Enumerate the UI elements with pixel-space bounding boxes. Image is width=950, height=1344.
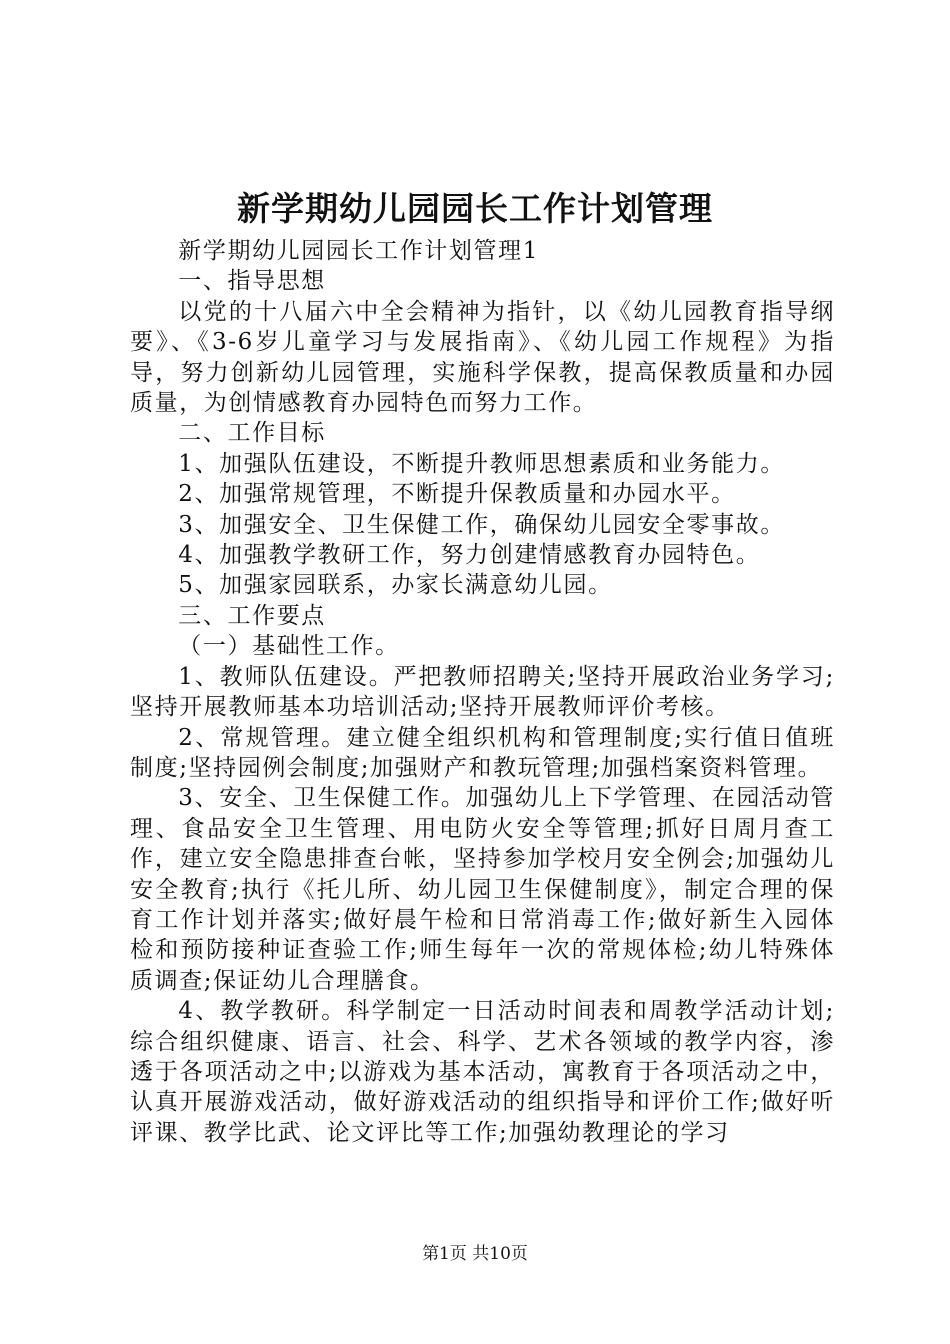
goal-item-4: 4、加强教学教研工作，努力创建情感教育办园特色。 [178,542,761,569]
goal-item-5: 5、加强家园联系，办家长满意幼儿园。 [178,572,613,599]
page-footer: 第1页 共10页 [422,1244,528,1264]
body-paragraph: 2、常规管理。建立健全组织机构和管理制度;实行值日值班制度;坚持园例会制度;加强财产和教玩管理;加强档案资料管理。 [130,724,835,781]
subsection-heading-basic-work: （一）基础性工作。 [178,633,400,660]
section-heading-work-points: 三、工作要点 [178,602,326,629]
section-heading-work-goals: 二、工作目标 [178,420,326,447]
goal-item-1: 1、加强队伍建设，不断提升教师思想素质和业务能力。 [178,450,785,477]
goal-item-2: 2、加强常规管理，不断提升保教质量和办园水平。 [178,481,736,508]
subtitle-paragraph: 新学期幼儿园园长工作计划管理1 [178,238,539,264]
body-paragraph: 1、教师队伍建设。严把教师招聘关;坚持开展政治业务学习;坚持开展教师基本功培训活动;坚持开展教师评价考核。 [130,663,835,721]
body-paragraph: 4、教学教研。科学制定一日活动时间表和周教学活动计划;综合组织健康、语言、社会、科学、艺术各领域的教学内容，渗透于各项活动之中;以游戏为基本活动，寓教育于各项活动之中，认真开展游戏活动，做好游戏活动的组织指导和评价工作;做好听评课、教学比武、论文评比等工作;加强幼教理论的学习 [130,998,835,1146]
body-paragraph: 3、安全、卫生保健工作。加强幼儿上下学管理、在园活动管理、食品安全卫生管理、用电防火安全等管理;抓好日周月查工作，建立安全隐患排查台帐，坚持参加学校月安全例会;加强幼儿安全教育;执行《托儿所、幼儿园卫生保健制度》，制定合理的保育工作计划并落实;做好晨午检和日常消毒工作;做好新生入园体检和预防接种证查验工作;师生每年一次的常规体检;幼儿特殊体质调查;保证幼儿合理膳食。 [130,785,835,994]
document-body [130,236,835,1148]
document-title: 新学期幼儿园园长工作计划管理 [237,189,713,228]
body-paragraph: 以党的十八届六中全会精神为指针，以《幼儿园教育指导纲要》、《3-6岁儿童学习与发展指南》、《幼儿园工作规程》为指导，努力创新幼儿园管理，实施科学保教，提高保教质量和办园质量，为创情感教育办园特色而努力工作。 [130,298,835,417]
section-heading-guiding-ideology: 一、指导思想 [178,268,326,295]
goal-item-3: 3、加强安全、卫生保健工作，确保幼儿园安全零事故。 [178,511,785,538]
